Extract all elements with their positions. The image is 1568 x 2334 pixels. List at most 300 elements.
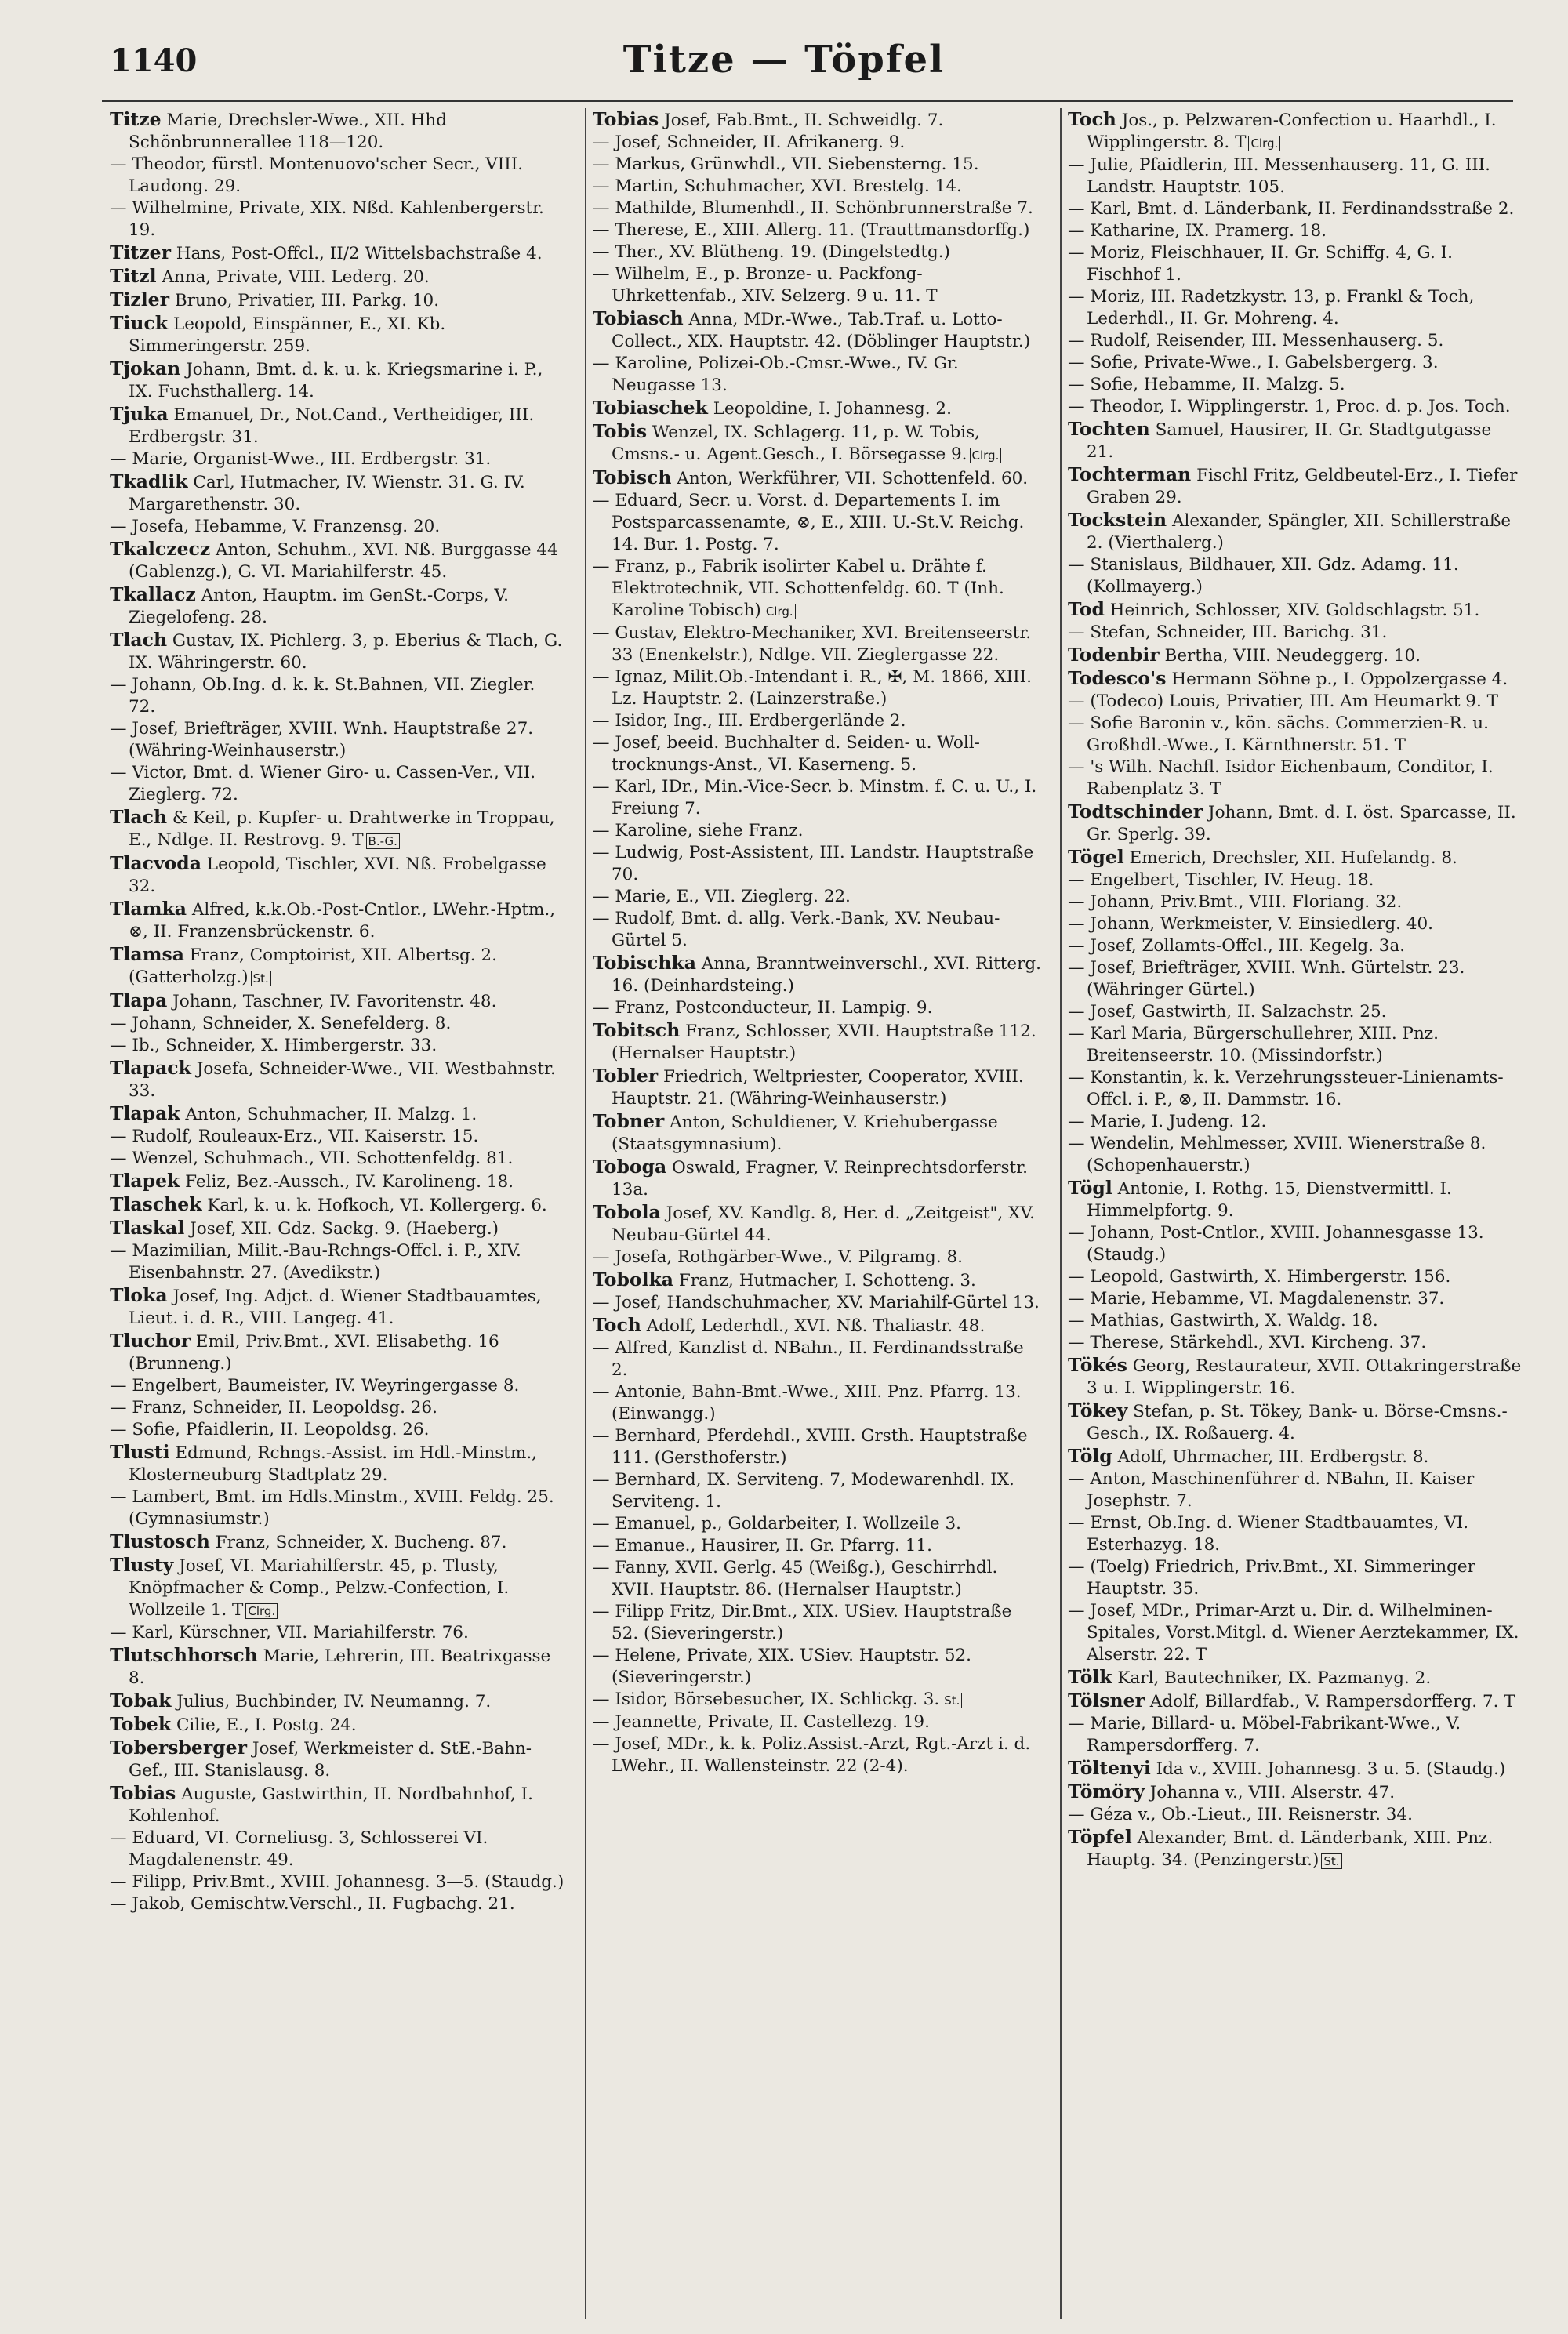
directory-entry bbox=[1068, 1556, 1523, 1600]
entry-tag-badge: B.-G. bbox=[366, 833, 400, 849]
entry-text: — Stanislaus, Bildhauer, XII. Gdz. Adamg. 11. (Kollmayerg.) bbox=[1068, 555, 1459, 597]
entry-text: Carl, Hutmacher, IV. Wienstr. 31. G. IV. Margarethenstr. 30. bbox=[129, 473, 525, 514]
directory-entry bbox=[110, 1240, 566, 1284]
directory-entry bbox=[1068, 352, 1523, 374]
directory-entry bbox=[110, 1217, 566, 1240]
directory-entry bbox=[110, 154, 566, 198]
entry-tag-badge: St. bbox=[942, 1693, 962, 1708]
entry-text: — Karoline, Polizei-Ob.-Cmsr.-Wwe., IV. Gr. Neugasse 13. bbox=[593, 354, 959, 395]
entry-text: Anton, Hauptm. im GenSt.-Corps, V. Ziegelofeng. 28. bbox=[129, 586, 509, 627]
entry-text: Josefa, Schneider-Wwe., VII. Westbahnstr. 33. bbox=[129, 1059, 556, 1101]
page-number: 1140 bbox=[110, 42, 198, 79]
entry-surname: Tölk bbox=[1068, 1666, 1112, 1688]
entry-text: — Therese, E., XIII. Allerg. 11. (Trauttmansdorffg.) bbox=[593, 220, 1030, 240]
directory-entry bbox=[1068, 1133, 1523, 1177]
entry-surname: Tochten bbox=[1068, 418, 1150, 440]
entry-text: Adolf, Billardfab., V. Rampersdorfferg. 7. T bbox=[1144, 1692, 1515, 1711]
entry-surname: Tockstein bbox=[1068, 509, 1167, 531]
directory-entry bbox=[110, 1284, 566, 1330]
directory-entry bbox=[1068, 1177, 1523, 1222]
directory-entry bbox=[1068, 1445, 1523, 1468]
directory-entry bbox=[110, 1782, 566, 1828]
directory-entry bbox=[110, 1737, 566, 1782]
directory-entry bbox=[1068, 598, 1523, 622]
entry-text: — Karl Maria, Bürgerschullehrer, XIII. Pnz. Breitenseerstr. 10. (Missindorfstr.) bbox=[1068, 1024, 1439, 1065]
header-rule bbox=[102, 100, 1513, 102]
directory-entry bbox=[593, 886, 1043, 908]
directory-entry bbox=[1068, 509, 1523, 554]
entry-text: Alexander, Spängler, XII. Schillerstraße 2. (Vierthalerg.) bbox=[1087, 511, 1512, 553]
entry-text: — Rudolf, Reisender, III. Messenhauserg. 5. bbox=[1068, 331, 1444, 350]
entry-surname: Tökés bbox=[1068, 1354, 1127, 1376]
directory-entry bbox=[1068, 1666, 1523, 1690]
entry-surname: Tiuck bbox=[110, 312, 169, 334]
entry-surname: Tölsner bbox=[1068, 1690, 1145, 1711]
entry-text: — Josef, Gastwirth, II. Salzachstr. 25. bbox=[1068, 1002, 1387, 1022]
directory-entry bbox=[1068, 622, 1523, 644]
entry-text: Josef, VI. Mariahilferstr. 45, p. Tlusty, Knöpfmacher & Comp., Pelzw.-Confection, I. Wollzeile 1. T bbox=[129, 1556, 510, 1620]
directory-entry bbox=[110, 1622, 566, 1644]
entry-text: — Marie, Hebamme, VI. Magdalenenstr. 37. bbox=[1068, 1289, 1445, 1309]
directory-entry bbox=[1068, 1288, 1523, 1310]
entry-text: — Marie, E., VII. Zieglerg. 22. bbox=[593, 887, 851, 906]
directory-entry bbox=[593, 1065, 1043, 1110]
entry-text: Adolf, Lederhdl., XVI. Nß. Thaliastr. 48. bbox=[641, 1316, 985, 1336]
entry-text: Johann, Taschner, IV. Favoritenstr. 48. bbox=[167, 992, 497, 1011]
entry-surname: Toboga bbox=[593, 1156, 667, 1178]
entry-text: — Engelbert, Tischler, IV. Heug. 18. bbox=[1068, 870, 1374, 890]
directory-entry bbox=[1068, 757, 1523, 800]
entry-surname: Titzer bbox=[110, 241, 171, 263]
directory-entry bbox=[1068, 891, 1523, 913]
entry-text: — Therese, Stärkehdl., XVI. Kircheng. 37. bbox=[1068, 1333, 1427, 1352]
directory-entry bbox=[593, 1019, 1043, 1065]
directory-entry bbox=[1068, 691, 1523, 713]
entry-text: — Stefan, Schneider, III. Barichg. 31. bbox=[1068, 623, 1388, 642]
entry-surname: Tluchor bbox=[110, 1330, 191, 1352]
directory-entry bbox=[1068, 1512, 1523, 1556]
entry-text: — Isidor, Ing., III. Erdbergerlände 2. bbox=[593, 711, 906, 731]
entry-text: — Jeannette, Private, II. Castellezg. 19. bbox=[593, 1712, 930, 1732]
entry-surname: Töpfel bbox=[1068, 1826, 1132, 1848]
entry-text: Wenzel, IX. Schlagerg. 11, p. W. Tobis, Cmsns.- u. Agent.Gesch., I. Börsegasse 9. bbox=[612, 423, 980, 464]
entry-text: Marie, Lehrerin, III. Beatrixgasse 8. bbox=[129, 1646, 551, 1688]
directory-entry bbox=[1068, 1001, 1523, 1023]
directory-entry bbox=[593, 1557, 1043, 1601]
directory-entry bbox=[593, 1711, 1043, 1733]
directory-entry bbox=[1068, 913, 1523, 935]
directory-entry bbox=[110, 718, 566, 762]
entry-text: Leopoldine, I. Johannesg. 2. bbox=[707, 399, 952, 419]
entry-surname: Toch bbox=[1068, 108, 1116, 130]
directory-entry bbox=[593, 1247, 1043, 1269]
directory-entry bbox=[593, 466, 1043, 490]
directory-entry bbox=[593, 1601, 1043, 1645]
entry-text: — Marie, I. Judeng. 12. bbox=[1068, 1112, 1267, 1131]
directory-entry bbox=[1068, 1826, 1523, 1872]
directory-entry bbox=[593, 1156, 1043, 1201]
entry-surname: Tlaschek bbox=[110, 1193, 202, 1215]
directory-entry bbox=[593, 1292, 1043, 1314]
entry-text: — Josef, Handschuhmacher, XV. Mariahilf-Gürtel 13. bbox=[593, 1293, 1040, 1312]
entry-surname: Todenbir bbox=[1068, 644, 1160, 666]
directory-entry bbox=[110, 852, 566, 898]
directory-entry bbox=[593, 176, 1043, 198]
entry-text: Johanna v., VIII. Alserstr. 47. bbox=[1144, 1783, 1396, 1802]
entry-text: Anton, Schuhmacher, II. Malzg. 1. bbox=[180, 1105, 477, 1124]
entry-text: Jos., p. Pelzwaren-Confection u. Haarhdl., I. Wipplingerstr. 8. T bbox=[1087, 111, 1497, 152]
entry-text: Bertha, VIII. Neudeggerg. 10. bbox=[1159, 646, 1421, 666]
entry-surname: Tobner bbox=[593, 1110, 665, 1132]
entry-surname: Tobis bbox=[593, 420, 648, 442]
directory-entry bbox=[593, 241, 1043, 263]
entry-text: Fischl Fritz, Geldbeutel-Erz., I. Tiefer Graben 29. bbox=[1087, 466, 1518, 507]
entry-surname: Tobler bbox=[593, 1065, 659, 1087]
entry-text: — Isidor, Börsebesucher, IX. Schlickg. 3. bbox=[593, 1690, 940, 1709]
directory-entry bbox=[1068, 198, 1523, 220]
directory-entry bbox=[1068, 1690, 1523, 1713]
directory-entry bbox=[1068, 1332, 1523, 1354]
columns bbox=[110, 108, 1521, 2319]
entry-text: Franz, Hutmacher, I. Schotteng. 3. bbox=[673, 1271, 976, 1290]
directory-entry bbox=[110, 1057, 566, 1102]
entry-text: Heinrich, Schlosser, XIV. Goldschlagstr. 51. bbox=[1104, 601, 1480, 620]
entry-text: Gustav, IX. Pichlerg. 3, p. Eberius & Tlach, G. IX. Währingerstr. 60. bbox=[129, 631, 563, 673]
entry-text: — Karl, Bmt. d. Länderbank, II. Ferdinandsstraße 2. bbox=[1068, 199, 1515, 219]
entry-text: Emanuel, Dr., Not.Cand., Vertheidiger, III. Erdbergstr. 31. bbox=[129, 405, 535, 447]
directory-entry bbox=[593, 1314, 1043, 1338]
directory-entry bbox=[110, 1193, 566, 1217]
directory-entry bbox=[110, 1441, 566, 1486]
entry-text: Emil, Priv.Bmt., XVI. Elisabethg. 16 (Brunneng.) bbox=[129, 1332, 499, 1374]
entry-surname: Titze bbox=[110, 108, 162, 130]
entry-text: — Theodor, fürstl. Montenuovo'scher Secr., VIII. Laudong. 29. bbox=[110, 154, 524, 196]
entry-text: Johann, Bmt. d. k. u. k. Kriegsmarine i. P., IX. Fuchsthallerg. 14. bbox=[129, 360, 543, 401]
directory-entry bbox=[593, 353, 1043, 397]
directory-entry bbox=[1068, 667, 1523, 691]
directory-entry bbox=[1068, 957, 1523, 1001]
directory-entry bbox=[593, 397, 1043, 420]
directory-entry bbox=[593, 710, 1043, 732]
directory-entry bbox=[110, 470, 566, 516]
entry-text: — Karoline, siehe Franz. bbox=[593, 821, 804, 840]
directory-entry bbox=[110, 1013, 566, 1035]
entry-text: — Emanuel, p., Goldarbeiter, I. Wollzeile 3. bbox=[593, 1514, 961, 1534]
entry-text: Karl, Bautechniker, IX. Pazmanyg. 2. bbox=[1112, 1668, 1432, 1688]
entry-surname: Tögl bbox=[1068, 1177, 1112, 1199]
entry-surname: Titzl bbox=[110, 265, 157, 287]
entry-text: Marie, Drechsler-Wwe., XII. Hhd Schönbrunnerallee 118—120. bbox=[129, 111, 447, 152]
entry-text: Karl, k. u. k. Hofkoch, VI. Kollergerg. 6. bbox=[201, 1196, 547, 1215]
entry-text: — Bernhard, Pferdehdl., XVIII. Grsth. Hauptstraße 111. (Gersthoferstr.) bbox=[593, 1426, 1028, 1468]
entry-surname: Tökey bbox=[1068, 1399, 1128, 1421]
entry-text: Hermann Söhne p., I. Oppolzergasse 4. bbox=[1166, 670, 1508, 689]
directory-entry bbox=[593, 952, 1043, 997]
directory-entry bbox=[593, 556, 1043, 623]
entry-text: — Wilhelmine, Private, XIX. Nßd. Kahlenbergerstr. 19. bbox=[110, 198, 544, 240]
entry-text: — (Toelg) Friedrich, Priv.Bmt., XI. Simmeringer Hauptstr. 35. bbox=[1068, 1557, 1475, 1599]
entry-surname: Tkadlik bbox=[110, 470, 188, 492]
directory-entry bbox=[110, 1102, 566, 1126]
entry-text: — Josefa, Rothgärber-Wwe., V. Pilgramg. 8. bbox=[593, 1247, 964, 1267]
entry-text: Antonie, I. Rothg. 15, Dienstvermittl. I. Himmelpfortg. 9. bbox=[1087, 1179, 1452, 1221]
entry-text: — Josef, MDr., k. k. Poliz.Assist.-Arzt, Rgt.-Arzt i. d. LWehr., II. Wallensteinstr. 22 (2-4). bbox=[593, 1734, 1031, 1776]
entry-text: Franz, Schlosser, XVII. Hauptstraße 112. (Hernalser Hauptstr.) bbox=[612, 1022, 1036, 1063]
entry-text: — Alfred, Kanzlist d. NBahn., II. Ferdinandsstraße 2. bbox=[593, 1338, 1024, 1380]
entry-text: — Moriz, III. Radetzkystr. 13, p. Frankl & Toch, Lederhdl., II. Gr. Mohreng. 4. bbox=[1068, 287, 1475, 329]
entry-text: Adolf, Uhrmacher, III. Erdbergstr. 8. bbox=[1112, 1447, 1429, 1467]
directory-entry bbox=[1068, 1804, 1523, 1826]
entry-text: — Emanue., Hausirer, II. Gr. Pfarrg. 11. bbox=[593, 1536, 932, 1555]
directory-entry bbox=[1068, 1600, 1523, 1666]
directory-entry bbox=[110, 1713, 566, 1737]
entry-text: — Ernst, Ob.Ing. d. Wiener Stadtbauamtes, VI. Esterhazyg. 18. bbox=[1068, 1513, 1469, 1555]
entry-text: — Johann, Ob.Ing. d. k. k. St.Bahnen, VII. Ziegler. 72. bbox=[110, 675, 535, 717]
entry-text: — Rudolf, Rouleaux-Erz., VII. Kaiserstr. 15. bbox=[110, 1127, 479, 1146]
entry-text: — Rudolf, Bmt. d. allg. Verk.-Bank, XV. Neubau-Gürtel 5. bbox=[593, 909, 1000, 950]
directory-entry bbox=[1068, 869, 1523, 891]
entry-text: — Gustav, Elektro-Mechaniker, XVI. Breitenseerstr. 33 (Enenkelstr.), Ndlge. VII. Zieglergasse 22. bbox=[593, 623, 1032, 665]
page-title: Titze — Töpfel bbox=[622, 38, 946, 82]
entry-surname: Tobak bbox=[110, 1690, 172, 1711]
entry-text: — Josef, Zollamts-Offcl., III. Kegelg. 3a. bbox=[1068, 936, 1406, 956]
directory-entry bbox=[110, 1893, 566, 1915]
entry-text: Josef, XV. Kandlg. 8, Her. d. „Zeitgeist", XV. Neubau-Gürtel 44. bbox=[612, 1203, 1035, 1245]
directory-entry bbox=[1068, 1222, 1523, 1266]
directory-entry bbox=[593, 1381, 1043, 1425]
directory-entry bbox=[1068, 713, 1523, 757]
directory-entry bbox=[110, 241, 566, 265]
entry-surname: Tlapak bbox=[110, 1102, 180, 1124]
entry-tag-badge: Clrg. bbox=[764, 604, 796, 619]
directory-entry bbox=[1068, 846, 1523, 869]
entry-text: — Anton, Maschinenführer d. NBahn, II. Kaiser Josephstr. 7. bbox=[1068, 1469, 1475, 1511]
entry-surname: Tlustosch bbox=[110, 1530, 210, 1552]
entry-surname: Tobischka bbox=[593, 952, 696, 974]
directory-entry bbox=[1068, 554, 1523, 598]
entry-surname: Tloka bbox=[110, 1284, 168, 1306]
entry-text: — Bernhard, IX. Serviteng. 7, Modewarenhdl. IX. Serviteng. 1. bbox=[593, 1470, 1014, 1512]
entry-text: Anna, Private, VIII. Lederg. 20. bbox=[156, 267, 430, 287]
entry-text: — Sofie Baronin v., kön. sächs. Commerzien-R. u. Großhdl.-Wwe., I. Kärnthnerstr. 51. T bbox=[1068, 713, 1489, 755]
directory-entry bbox=[593, 1689, 1043, 1711]
entry-surname: Tlusty bbox=[110, 1554, 174, 1576]
entry-text: Leopold, Tischler, XVI. Nß. Frobelgasse 32. bbox=[129, 855, 546, 896]
directory-entry bbox=[1068, 935, 1523, 957]
entry-text: Samuel, Hausirer, II. Gr. Stadtgutgasse 21. bbox=[1087, 420, 1492, 462]
entry-text: Franz, Comptoirist, XII. Albertsg. 2. (Gatterholzg.) bbox=[129, 946, 497, 987]
entry-text: Anton, Schuldiener, V. Kriehubergasse (Staatsgymnasium). bbox=[612, 1113, 998, 1154]
directory-entry bbox=[1068, 154, 1523, 198]
entry-text: Julius, Buchbinder, IV. Neumanng. 7. bbox=[171, 1692, 492, 1711]
directory-entry bbox=[110, 403, 566, 448]
entry-text: — Sofie, Pfaidlerin, II. Leopoldsg. 26. bbox=[110, 1420, 430, 1439]
entry-tag-badge: St. bbox=[1321, 1853, 1341, 1869]
entry-text: Stefan, p. St. Tökey, Bank- u. Börse-Cmsns.-Gesch., IX. Roßauerg. 4. bbox=[1087, 1402, 1508, 1443]
entry-text: — Johann, Post-Cntlor., XVIII. Johannesgasse 13. (Staudg.) bbox=[1068, 1223, 1484, 1265]
directory-entry bbox=[1068, 1399, 1523, 1445]
directory-entry bbox=[110, 1419, 566, 1441]
directory-entry bbox=[110, 198, 566, 241]
directory-entry bbox=[110, 265, 566, 289]
entry-text: — Josef, Briefträger, XVIII. Wnh. Hauptstraße 27. (Währing-Weinhauserstr.) bbox=[110, 719, 534, 760]
entry-text: Anna, Branntweinverschl., XVI. Ritterg. 16. (Deinhardsteing.) bbox=[612, 954, 1041, 996]
directory-entry bbox=[593, 1110, 1043, 1156]
directory-entry bbox=[593, 1645, 1043, 1689]
entry-text: — Eduard, VI. Corneliusg. 3, Schlosserei VI. Magdalenenstr. 49. bbox=[110, 1828, 488, 1870]
entry-text: Josef, Ing. Adjct. d. Wiener Stadtbauamtes, Lieut. i. d. R., VIII. Langeg. 41. bbox=[129, 1287, 542, 1328]
entry-text: Anton, Werkführer, VII. Schottenfeld. 60. bbox=[671, 469, 1029, 488]
entry-text: Franz, Schneider, X. Bucheng. 87. bbox=[209, 1533, 507, 1552]
entry-surname: Tod bbox=[1068, 598, 1105, 620]
entry-text: — Sofie, Hebamme, II. Malzg. 5. bbox=[1068, 375, 1345, 394]
entry-surname: Tobersberger bbox=[110, 1737, 247, 1759]
entry-surname: Tlusti bbox=[110, 1441, 170, 1463]
entry-surname: Tkalczecz bbox=[110, 538, 211, 560]
entry-text: — Ludwig, Post-Assistent, III. Landstr. Hauptstraße 70. bbox=[593, 843, 1034, 884]
directory-entry bbox=[1068, 1023, 1523, 1067]
entry-text: Emerich, Drechsler, XII. Hufelandg. 8. bbox=[1123, 848, 1457, 868]
entry-surname: Tlapek bbox=[110, 1170, 180, 1192]
entry-surname: Tjokan bbox=[110, 358, 181, 379]
directory-entry bbox=[593, 420, 1043, 466]
directory-entry bbox=[593, 1425, 1043, 1469]
directory-entry bbox=[110, 1126, 566, 1148]
entry-surname: Tobola bbox=[593, 1201, 661, 1223]
entry-surname: Tobolka bbox=[593, 1269, 674, 1290]
directory-entry bbox=[1068, 1354, 1523, 1399]
directory-entry bbox=[593, 198, 1043, 220]
entry-surname: Tobias bbox=[110, 1782, 176, 1804]
directory-entry bbox=[593, 623, 1043, 666]
entry-text: Oswald, Fragner, V. Reinprechtsdorferstr. 13a. bbox=[612, 1158, 1028, 1200]
entry-text: Anton, Schuhm., XVI. Nß. Burggasse 44 (Gablenzg.), G. VI. Mariahilferstr. 45. bbox=[129, 540, 558, 582]
entry-surname: Tlaskal bbox=[110, 1217, 185, 1239]
directory-entry bbox=[593, 1201, 1043, 1247]
directory-entry bbox=[1068, 1780, 1523, 1804]
entry-text: — Sofie, Private-Wwe., I. Gabelsbergerg. 3. bbox=[1068, 353, 1439, 372]
entry-text: — Franz, Postconducteur, II. Lampig. 9. bbox=[593, 998, 933, 1018]
entry-text: Alexander, Bmt. d. Länderbank, XIII. Pnz. Hauptg. 34. (Penzingerstr.) bbox=[1087, 1828, 1494, 1870]
entry-text: — Leopold, Gastwirth, X. Himbergerstr. 156. bbox=[1068, 1267, 1451, 1287]
directory-entry bbox=[110, 1170, 566, 1193]
entry-text: — Johann, Schneider, X. Senefelderg. 8. bbox=[110, 1014, 452, 1033]
directory-entry bbox=[593, 490, 1043, 556]
entry-text: — Julie, Pfaidlerin, III. Messenhauserg. 11, G. III. Landstr. Hauptstr. 105. bbox=[1068, 155, 1491, 197]
directory-entry bbox=[1068, 1713, 1523, 1757]
entry-text: Ida v., XVIII. Johannesg. 3 u. 5. (Staudg.) bbox=[1150, 1759, 1506, 1779]
directory-entry bbox=[110, 108, 566, 154]
directory-entry bbox=[110, 538, 566, 583]
entry-surname: Tobiasch bbox=[593, 307, 684, 329]
column-2 bbox=[585, 108, 1043, 2319]
directory-entry bbox=[110, 1828, 566, 1871]
entry-text: — Johann, Priv.Bmt., VIII. Floriang. 32. bbox=[1068, 892, 1403, 912]
directory-entry bbox=[1068, 1310, 1523, 1332]
entry-text: — Marie, Billard- u. Möbel-Fabrikant-Wwe., V. Rampersdorfferg. 7. bbox=[1068, 1714, 1461, 1755]
entry-text: Josef, XII. Gdz. Sackg. 9. (Haeberg.) bbox=[184, 1219, 499, 1239]
entry-text: — Ib., Schneider, X. Himbergerstr. 33. bbox=[110, 1036, 437, 1055]
directory-entry bbox=[110, 806, 566, 852]
entry-text: — Lambert, Bmt. im Hdls.Minstm., XVIII. Feldg. 25. (Gymnasiumstr.) bbox=[110, 1487, 554, 1529]
directory-entry bbox=[593, 154, 1043, 176]
directory-entry bbox=[593, 1469, 1043, 1513]
entry-text: Josef, Werkmeister d. StE.-Bahn-Gef., III. Stanislausg. 8. bbox=[129, 1739, 532, 1780]
entry-surname: Tlach bbox=[110, 629, 168, 651]
directory-entry bbox=[593, 263, 1043, 307]
entry-text: Anna, MDr.-Wwe., Tab.Traf. u. Lotto-Collect., XIX. Hauptstr. 42. (Döblinger Hauptstr.) bbox=[612, 310, 1031, 351]
directory-entry bbox=[1068, 800, 1523, 846]
column-1 bbox=[110, 108, 566, 2319]
entry-tag-badge: Clrg. bbox=[245, 1603, 278, 1619]
entry-text: — Engelbert, Baumeister, IV. Weyringergasse 8. bbox=[110, 1376, 520, 1396]
directory-entry bbox=[110, 1375, 566, 1397]
entry-text: — Theodor, I. Wipplingerstr. 1, Proc. d. p. Jos. Toch. bbox=[1068, 397, 1511, 416]
column-3 bbox=[1060, 108, 1523, 2319]
entry-tag-badge: Clrg. bbox=[970, 448, 1002, 463]
directory-entry bbox=[110, 762, 566, 806]
entry-surname: Tochterman bbox=[1068, 463, 1192, 485]
entry-text: — Josefa, Hebamme, V. Franzensg. 20. bbox=[110, 517, 441, 536]
directory-entry bbox=[593, 132, 1043, 154]
directory-entry bbox=[593, 666, 1043, 710]
entry-text: — Martin, Schuhmacher, XVI. Brestelg. 14. bbox=[593, 176, 962, 196]
entry-text: Hans, Post-Offcl., II/2 Wittelsbachstraße 4. bbox=[170, 244, 543, 263]
directory-entry bbox=[593, 1535, 1043, 1557]
entry-surname: Tjuka bbox=[110, 403, 169, 425]
entry-text: — Ther., XV. Blütheng. 19. (Dingelstedtg.) bbox=[593, 242, 950, 262]
directory-entry bbox=[1068, 220, 1523, 242]
directory-entry bbox=[593, 908, 1043, 952]
entry-text: — Moriz, Fleischhauer, II. Gr. Schiffg. 4, G. I. Fischhof 1. bbox=[1068, 243, 1453, 285]
entry-surname: Tobitsch bbox=[593, 1019, 681, 1041]
entry-text: Alfred, k.k.Ob.-Post-Cntlor., LWehr.-Hptm., ⊗, II. Franzensbrückenstr. 6. bbox=[129, 900, 556, 942]
entry-text: Edmund, Rchngs.-Assist. im Hdl.-Minstm., Klosterneuburg Stadtplatz 29. bbox=[129, 1443, 538, 1485]
entry-text: — Konstantin, k. k. Verzehrungssteuer-Linienamts-Offcl. i. P., ⊗, II. Dammstr. 16. bbox=[1068, 1068, 1504, 1109]
entry-text: Bruno, Privatier, III. Parkg. 10. bbox=[169, 291, 440, 310]
entry-text: — Josef, MDr., Primar-Arzt u. Dir. d. Wilhelminen-Spitales, Vorst.Mitgl. d. Wiener Aerztekammer, IX. Alserstr. 22. T bbox=[1068, 1601, 1519, 1664]
entry-text: — Josef, Schneider, II. Afrikanerg. 9. bbox=[593, 132, 906, 152]
directory-entry bbox=[110, 1530, 566, 1554]
entry-surname: Tömöry bbox=[1068, 1780, 1145, 1802]
entry-text: — Mathias, Gastwirth, X. Waldg. 18. bbox=[1068, 1311, 1378, 1330]
entry-text: — Mathilde, Blumenhdl., II. Schönbrunnerstraße 7. bbox=[593, 198, 1033, 218]
entry-text: — Filipp Fritz, Dir.Bmt., XIX. USiev. Hauptstraße 52. (Sieveringerstr.) bbox=[593, 1602, 1012, 1643]
entry-text: — (Todeco) Louis, Privatier, III. Am Heumarkt 9. T bbox=[1068, 691, 1498, 711]
directory-entry bbox=[593, 1733, 1043, 1777]
entry-surname: Tizler bbox=[110, 289, 170, 310]
entry-text: — Markus, Grünwhdl., VII. Siebensterng. 15. bbox=[593, 154, 979, 174]
entry-text: — Filipp, Priv.Bmt., XVIII. Johannesg. 3—5. (Staudg.) bbox=[110, 1872, 564, 1892]
entry-text: & Keil, p. Kupfer- u. Drahtwerke in Troppau, E., Ndlge. II. Restrovg. 9. T bbox=[129, 808, 555, 850]
entry-text: — Karl, IDr., Min.-Vice-Secr. b. Minstm. f. C. u. U., I. Freiung 7. bbox=[593, 777, 1037, 819]
entry-surname: Tlamsa bbox=[110, 943, 184, 965]
entry-surname: Toch bbox=[593, 1314, 641, 1336]
entry-text: — Katharine, IX. Pramerg. 18. bbox=[1068, 221, 1327, 241]
directory-entry bbox=[1068, 1111, 1523, 1133]
directory-entry bbox=[110, 1035, 566, 1057]
directory-entry bbox=[1068, 396, 1523, 418]
entry-text: — Josef, beeid. Buchhalter d. Seiden- u. Woll-trocknungs-Anst., VI. Kaserneng. 5. bbox=[593, 733, 980, 775]
entry-text: Leopold, Einspänner, E., XI. Kb. Simmeringerstr. 259. bbox=[129, 314, 446, 356]
entry-text: — Mazimilian, Milit.-Bau-Rchngs-Offcl. i. P., XIV. Eisenbahnstr. 27. (Avedikstr.) bbox=[110, 1241, 521, 1283]
entry-text: — Fanny, XVII. Gerlg. 45 (Weißg.), Geschirrhdl. XVII. Hauptstr. 86. (Hernalser Hauptstr.) bbox=[593, 1558, 998, 1599]
directory-entry bbox=[593, 842, 1043, 886]
directory-entry bbox=[110, 674, 566, 718]
entry-text: — Franz, p., Fabrik isolirter Kabel u. Drähte f. Elektrotechnik, VII. Schottenfeldg. 60. T (Inh. Karoline Tobisch) bbox=[593, 557, 1004, 620]
directory-entry bbox=[593, 732, 1043, 776]
page-header bbox=[0, 31, 1568, 102]
